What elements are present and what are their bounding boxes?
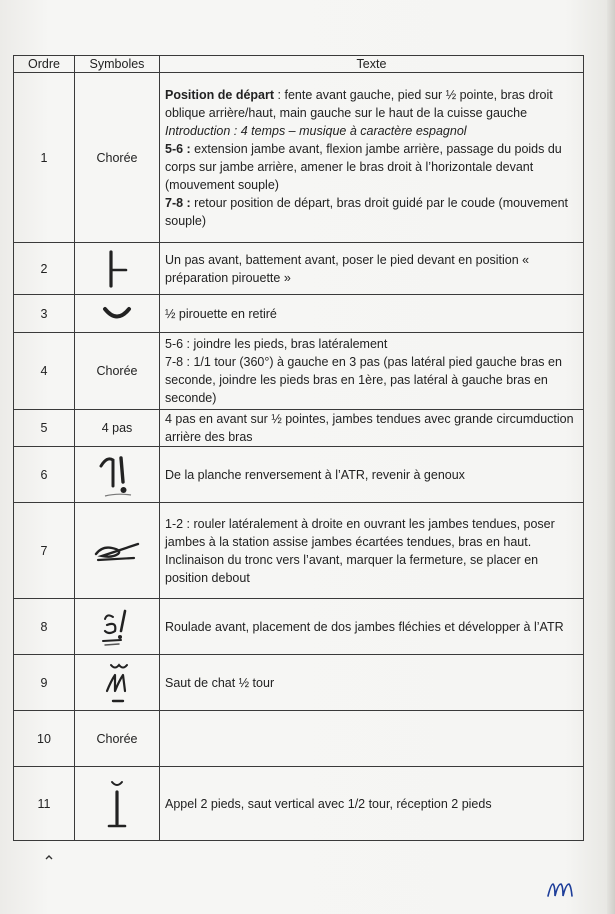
row-text: 4 pas en avant sur ½ pointes, jambes tendues avec grande circumduction arrière des bras xyxy=(160,410,584,447)
row-text: ½ pirouette en retiré xyxy=(160,295,584,333)
row-order: 11 xyxy=(14,767,75,841)
paragraph-start-position xyxy=(165,86,579,122)
row-symbol xyxy=(75,599,160,655)
header-order: Ordre xyxy=(14,56,75,73)
step-forward-symbol-icon xyxy=(102,250,132,288)
paragraph-text: retour position de départ, bras droit guidé par le coude (mouvement souple) xyxy=(165,195,569,228)
row-order: 5 xyxy=(14,410,75,447)
row-symbol xyxy=(75,503,160,599)
row-symbol xyxy=(75,655,160,711)
table-row xyxy=(14,767,584,841)
row-symbol-text: Chorée xyxy=(75,333,160,410)
paragraph-inclinaison: Inclinaison du tronc vers l’avant, marquer la fermeture, se placer en position debout xyxy=(165,552,539,585)
row-order: 1 xyxy=(14,73,75,243)
row-text xyxy=(160,73,584,243)
header-symbols: Symboles xyxy=(75,56,160,73)
page-number-handwritten xyxy=(545,876,575,900)
table-row xyxy=(14,655,584,711)
forward-roll-symbol-icon xyxy=(99,607,135,647)
vertical-jump-symbol-icon xyxy=(104,778,130,830)
row-order: 3 xyxy=(14,295,75,333)
table-header-row xyxy=(14,56,584,73)
bold-label: Position de départ xyxy=(165,87,275,102)
table-row xyxy=(14,447,584,503)
row-order: 8 xyxy=(14,599,75,655)
paragraph-7-8 xyxy=(165,194,579,230)
row-text: De la planche renversement à l’ATR, revenir à genoux xyxy=(160,447,584,503)
paragraph-5-6 xyxy=(165,140,579,194)
lateral-roll-symbol-icon xyxy=(92,540,142,562)
row-text xyxy=(160,503,584,599)
paragraph-text: : fente avant gauche, pied sur ½ pointe, bras droit oblique arrière/haut, main gauche sur le haut de la cuisse gauche xyxy=(165,87,553,120)
table-row xyxy=(14,295,584,333)
paragraph-5-6: 5-6 : joindre les pieds, bras latéralement xyxy=(165,337,388,351)
paragraph-7-8: 7-8 : 1/1 tour (360°) à gauche en 3 pas (pas latéral pied gauche bras en seconde, joindre les pieds bras en 1ère, pas latéral à gauche bras en seconde) xyxy=(165,355,562,405)
table-row xyxy=(14,243,584,295)
row-order: 10 xyxy=(14,711,75,767)
row-symbol xyxy=(75,767,160,841)
paragraph-introduction: Introduction : 4 temps – musique à caractère espagnol xyxy=(165,123,467,138)
row-text xyxy=(160,711,584,767)
row-symbol xyxy=(75,243,160,295)
bold-label: 5-6 : xyxy=(165,141,191,156)
header-text: Texte xyxy=(160,56,584,73)
row-text: Roulade avant, placement de dos jambes fléchies et développer à l’ATR xyxy=(160,599,584,655)
choreography-table xyxy=(13,55,584,841)
row-order: 7 xyxy=(14,503,75,599)
table-row xyxy=(14,503,584,599)
cat-leap-symbol-icon xyxy=(101,661,133,705)
row-symbol xyxy=(75,295,160,333)
table-row xyxy=(14,711,584,767)
row-symbol xyxy=(75,447,160,503)
row-text xyxy=(160,333,584,410)
bold-label: 7-8 : xyxy=(165,195,191,210)
row-symbol-text: 4 pas xyxy=(75,410,160,447)
row-text: Saut de chat ½ tour xyxy=(160,655,584,711)
table-row xyxy=(14,73,584,243)
row-symbol-text: Chorée xyxy=(75,73,160,243)
row-text: Appel 2 pieds, saut vertical avec 1/2 tour, réception 2 pieds xyxy=(160,767,584,841)
row-order: 6 xyxy=(14,447,75,503)
ink-speck xyxy=(45,855,53,861)
paragraph-1-2: 1-2 : rouler latéralement à droite en ouvrant les jambes tendues, poser jambes à la station assise jambes écartées tendues, bras en haut. xyxy=(165,516,555,549)
paragraph-text: extension jambe avant, flexion jambe arrière, passage du poids du corps sur jambe arrière, amener le bras droit à l’horizontale devant (mouvement souple) xyxy=(165,141,562,192)
row-order: 4 xyxy=(14,333,75,410)
table-row xyxy=(14,410,584,447)
page-edge-shadow xyxy=(607,0,615,914)
row-order: 9 xyxy=(14,655,75,711)
row-symbol-text: Chorée xyxy=(75,711,160,767)
row-order: 2 xyxy=(14,243,75,295)
table-row xyxy=(14,599,584,655)
row-text: Un pas avant, battement avant, poser le pied devant en position « préparation pirouette » xyxy=(160,243,584,295)
plank-to-handstand-symbol-icon xyxy=(97,452,137,498)
table-row xyxy=(14,333,584,410)
half-pirouette-symbol-icon xyxy=(102,306,132,322)
